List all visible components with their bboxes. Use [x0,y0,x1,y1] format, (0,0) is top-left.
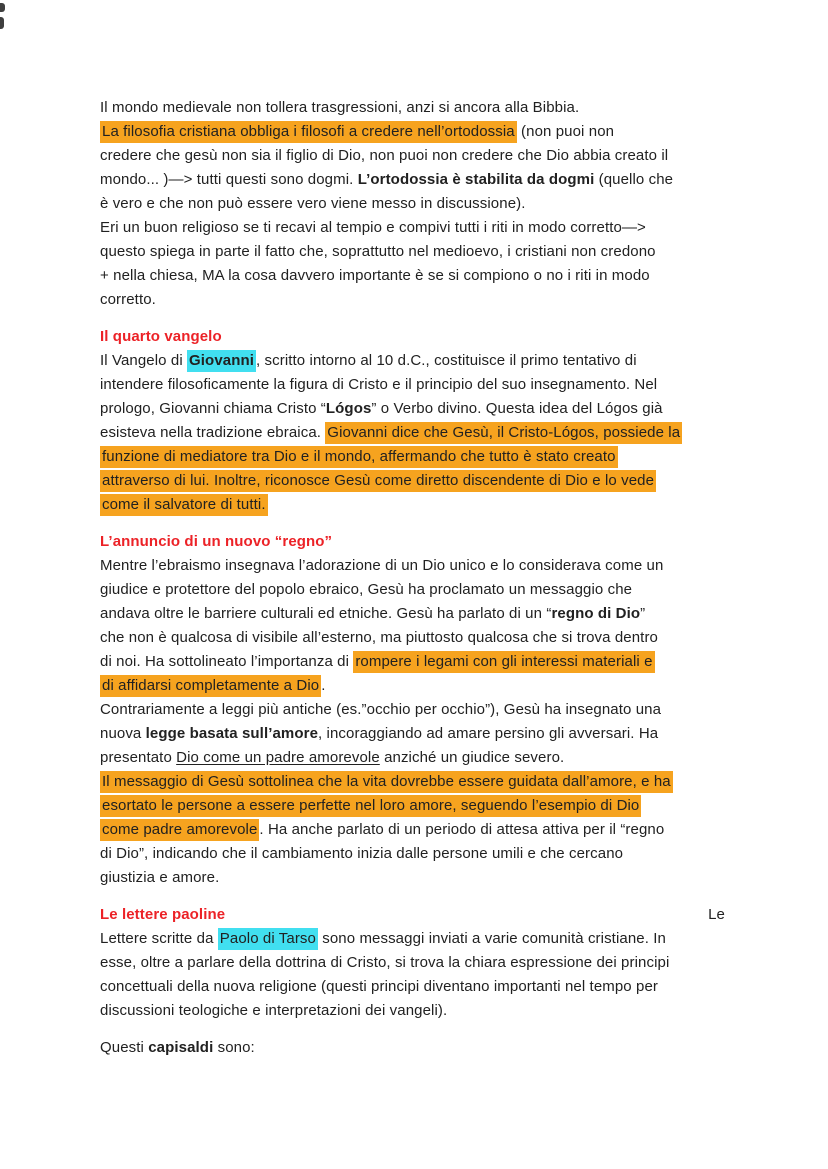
highlighted-text: esortato le persone a essere perfette nel loro amore, seguendo l’esempio di Dio [100,795,641,817]
text-run: prologo, Giovanni chiama Cristo “ [100,400,326,417]
paragraph-spacer [100,312,780,325]
text-run: concettuali della nuova religione (questi principi diventano importanti nel tempo per [100,978,658,995]
highlighted-text: di affidarsi completamente a Dio [100,675,321,697]
text-run: giustizia e amore. [100,869,220,886]
text-run: di Dio”, indicando che il cambiamento inizia dalle persone umili e che cercano [100,845,624,862]
text-run: (non puoi non [516,123,615,140]
text-run: ” o Verbo divino. Questa idea del Lógos già [371,400,663,417]
bold-text: L’ortodossia è stabilita da dogmi [357,171,595,188]
text-run: presentato [100,749,177,766]
text-run: intendere filosoficamente la figura di Cristo e il principio del suo insegnamento. Nel [100,376,658,393]
text-run: , scritto intorno al 10 d.C., costituisce il primo tentativo di [256,352,637,369]
text-run: , incoraggiando ad amare persino gli avversari. Ha [318,725,659,742]
text-run: ” [640,605,646,622]
text-run: andava oltre le barriere culturali ed etniche. Gesù ha parlato di un “ [100,605,552,622]
text-run: . Ha anche parlato di un periodo di attesa attiva per il “regno [259,821,665,838]
paragraph-spacer [100,890,780,903]
section-heading [100,530,780,554]
highlighted-text: come padre amorevole [100,819,259,841]
text-run: + nella chiesa, MA la cosa davvero importante è se si compiono o no i riti in modo [100,267,650,284]
highlighted-text: attraverso di lui. Inoltre, riconosce Gesù come diretto discendente di Dio e lo vede [100,470,656,492]
highlighted-text: funzione di mediatore tra Dio e il mondo, affermando che tutto è stato creato [100,446,618,468]
text-run: giudice e protettore del popolo ebraico, Gesù ha proclamato un messaggio che [100,581,633,598]
underlined-text: Dio come un padre amorevole [176,749,380,766]
text-run: discussioni teologiche e interpretazioni dei vangeli). [100,1002,448,1019]
page-edge-artifact [0,17,4,29]
text-run: . [321,677,326,694]
text-run: Questi [100,1039,149,1056]
text-run: Il mondo medievale non tollera trasgressioni, anzi si ancora alla Bibbia. [100,99,580,116]
highlighted-text: Il messaggio di Gesù sottolinea che la vita dovrebbe essere guidata dall’amore, e ha [100,771,673,793]
paragraph [100,1036,780,1060]
paragraph [100,96,780,312]
text-run: Lettere scritte da [100,930,218,947]
text-run: esse, oltre a parlare della dottrina di Cristo, si trova la chiara espressione dei principi [100,954,670,971]
highlighted-text: Paolo di Tarso [218,928,318,950]
bold-text: capisaldi [148,1039,214,1056]
text-run: credere che gesù non sia il figlio di Dio, non puoi non credere che Dio abbia creato il [100,147,669,164]
text-run: corretto. [100,291,156,308]
highlighted-text: Giovanni [187,350,256,372]
text-run: Contrariamente a leggi più antiche (es.”occhio per occhio”), Gesù ha insegnato una [100,701,662,718]
text-run: Mentre l’ebraismo insegnava l’adorazione di un Dio unico e lo considerava come un [100,557,664,574]
highlighted-text: La filosofia cristiana obbliga i filosofi a credere nell’ortodossia [100,121,517,143]
text-run: di noi. Ha sottolineato l’importanza di [100,653,354,670]
paragraph-spacer [100,1023,780,1036]
text-run: che non è qualcosa di visibile all’esterno, ma piuttosto qualcosa che si trova dentro [100,629,658,646]
document-body [100,96,780,1060]
text-run: L’annuncio di un nuovo “regno” [100,533,333,550]
text-run: esisteva nella tradizione ebraica. [100,424,326,441]
text-run: Le lettere paoline [100,906,226,923]
highlighted-text: come il salvatore di tutti. [100,494,268,516]
text-run: è vero e che non può essere vero viene messo in discussione). [100,195,526,212]
paragraph [100,554,780,890]
section-heading-text [100,903,225,927]
text-run: mondo... )—> tutti questi sono dogmi. [100,171,358,188]
text-run: Eri un buon religioso se ti recavi al tempio e compivi tutti i riti in modo corretto—> [100,219,646,236]
text-run: nuova [100,725,146,742]
highlighted-text: Giovanni dice che Gesù, il Cristo-Lógos, possiede la [325,422,682,444]
section-heading [100,903,780,927]
section-heading-text [100,530,332,554]
text-run: sono messaggi inviati a varie comunità cristiane. In [317,930,666,947]
paragraph [100,349,780,517]
bold-text: regno di Dio [551,605,641,622]
text-run: anziché un giudice severo. [379,749,565,766]
paragraph-spacer [100,517,780,530]
section-heading [100,325,780,349]
paragraph [100,927,780,1023]
text-run: (quello che [594,171,674,188]
section-heading-text [100,325,222,349]
bold-text: legge basata sull’amore [145,725,319,742]
page-edge-artifact [0,3,5,12]
text-run: questo spiega in parte il fatto che, soprattutto nel medioevo, i cristiani non credono [100,243,656,260]
bold-text: Lógos [325,400,372,417]
highlighted-text: rompere i legami con gli interessi materiali e [353,651,654,673]
text-run: sono: [213,1039,255,1056]
text-run: Il Vangelo di [100,352,188,369]
text-run: Il quarto vangelo [100,328,222,345]
heading-trailing-text: Le [708,906,725,923]
